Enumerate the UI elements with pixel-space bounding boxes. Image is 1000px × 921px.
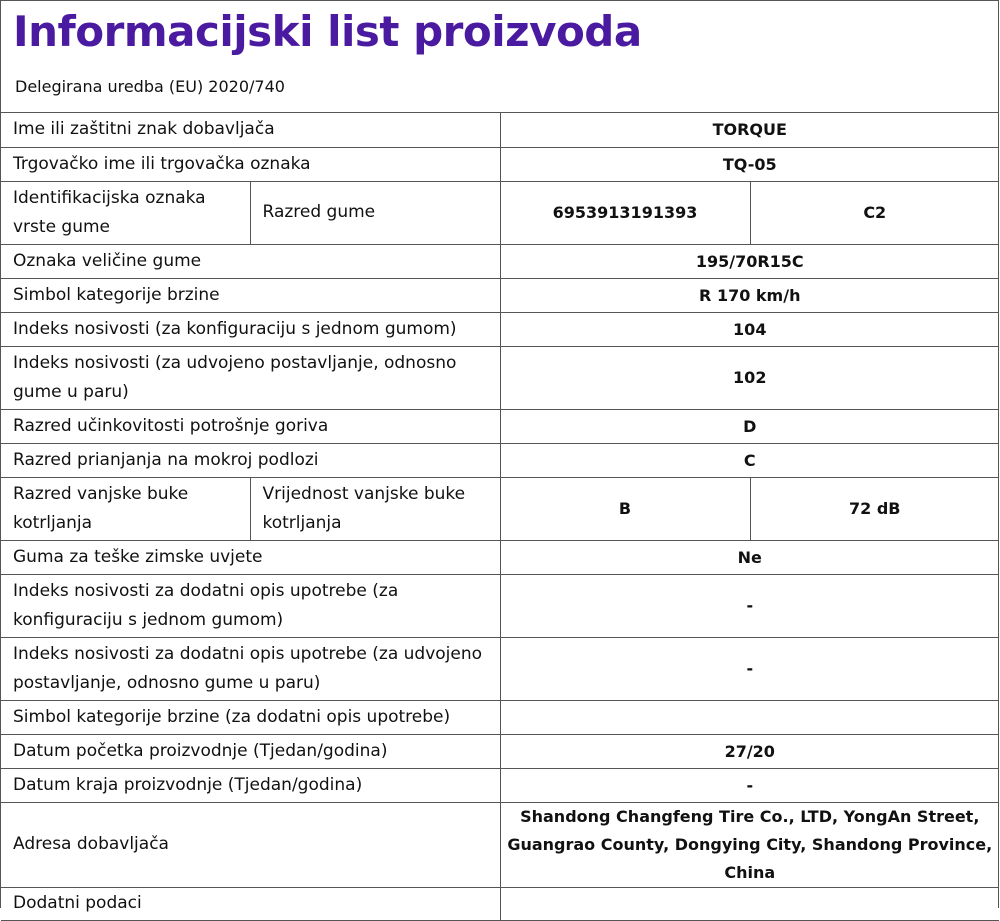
tyre-data-table — [1, 113, 999, 921]
row-value-trade-name: TQ-05 — [500, 147, 999, 181]
row-label-add-load-single: Indeks nosivosti za dodatni opis upotrebe (za konfiguraciju s jednom gumom) — [1, 574, 500, 637]
table-row — [1, 147, 999, 181]
table-row — [1, 734, 999, 768]
row-label-speed: Simbol kategorije brzine — [1, 278, 500, 312]
table-row — [1, 477, 999, 540]
row-label-prod-start: Datum početka proizvodnje (Tjedan/godina) — [1, 734, 500, 768]
row-value-address: Shandong Changfeng Tire Co., LTD, YongAn Street, Guangrao County, Dongying City, Shandong Province, China — [500, 802, 999, 887]
row-label-wet-grip: Razred prianjanja na mokroj podlozi — [1, 443, 500, 477]
row-value-add-load-dual: - — [500, 637, 999, 700]
table-row — [1, 312, 999, 346]
row-value-load-dual: 102 — [500, 346, 999, 409]
row-value-prod-end: - — [500, 768, 999, 802]
row-sublabel-tyre-class: Razred gume — [250, 181, 500, 244]
row-value-noise-db: 72 dB — [750, 477, 999, 540]
row-value-fuel: D — [500, 409, 999, 443]
row-value-wet-grip: C — [500, 443, 999, 477]
row-label-snow: Guma za teške zimske uvjete — [1, 540, 500, 574]
document-header — [1, 1, 998, 113]
row-label-size: Oznaka veličine gume — [1, 244, 500, 278]
row-value-load-single: 104 — [500, 312, 999, 346]
row-label-add-load-dual: Indeks nosivosti za dodatni opis upotrebe (za udvojeno postavljanje, odnosno gume u paru) — [1, 637, 500, 700]
row-label-trade-name: Trgovačko ime ili trgovačka oznaka — [1, 147, 500, 181]
row-label-add-speed: Simbol kategorije brzine (za dodatni opis upotrebe) — [1, 700, 500, 734]
row-sublabel-noise-value: Vrijednost vanjske buke kotrljanja — [250, 477, 500, 540]
table-row — [1, 540, 999, 574]
document-title: Informacijski list proizvoda — [13, 7, 642, 56]
table-row — [1, 700, 999, 734]
row-label-supplier: Ime ili zaštitni znak dobavljača — [1, 113, 500, 147]
table-row — [1, 278, 999, 312]
row-value-add-load-single: - — [500, 574, 999, 637]
row-label-noise-class: Razred vanjske buke kotrljanja — [1, 477, 250, 540]
table-row — [1, 244, 999, 278]
row-label-type-id: Identifikacijska oznaka vrste gume — [1, 181, 250, 244]
table-row — [1, 113, 999, 147]
row-label-fuel: Razred učinkovitosti potrošnje goriva — [1, 409, 500, 443]
row-value-extra — [500, 887, 999, 920]
row-value-type-id: 6953913191393 — [500, 181, 750, 244]
table-row — [1, 443, 999, 477]
table-row — [1, 409, 999, 443]
document-subtitle: Delegirana uredba (EU) 2020/740 — [15, 77, 285, 96]
row-label-load-single: Indeks nosivosti (za konfiguraciju s jednom gumom) — [1, 312, 500, 346]
row-label-load-dual: Indeks nosivosti (za udvojeno postavljanje, odnosno gume u paru) — [1, 346, 500, 409]
row-value-add-speed — [500, 700, 999, 734]
table-row — [1, 887, 999, 920]
table-row — [1, 768, 999, 802]
row-value-snow: Ne — [500, 540, 999, 574]
row-value-size: 195/70R15C — [500, 244, 999, 278]
table-row — [1, 637, 999, 700]
table-row — [1, 802, 999, 887]
row-value-prod-start: 27/20 — [500, 734, 999, 768]
row-label-extra: Dodatni podaci — [1, 887, 500, 920]
table-row — [1, 574, 999, 637]
row-label-address: Adresa dobavljača — [1, 802, 500, 887]
table-row — [1, 181, 999, 244]
row-label-prod-end: Datum kraja proizvodnje (Tjedan/godina) — [1, 768, 500, 802]
table-row — [1, 346, 999, 409]
row-value-speed: R 170 km/h — [500, 278, 999, 312]
row-value-tyre-class: C2 — [750, 181, 999, 244]
row-value-supplier: TORQUE — [500, 113, 999, 147]
row-value-noise-class: B — [500, 477, 750, 540]
